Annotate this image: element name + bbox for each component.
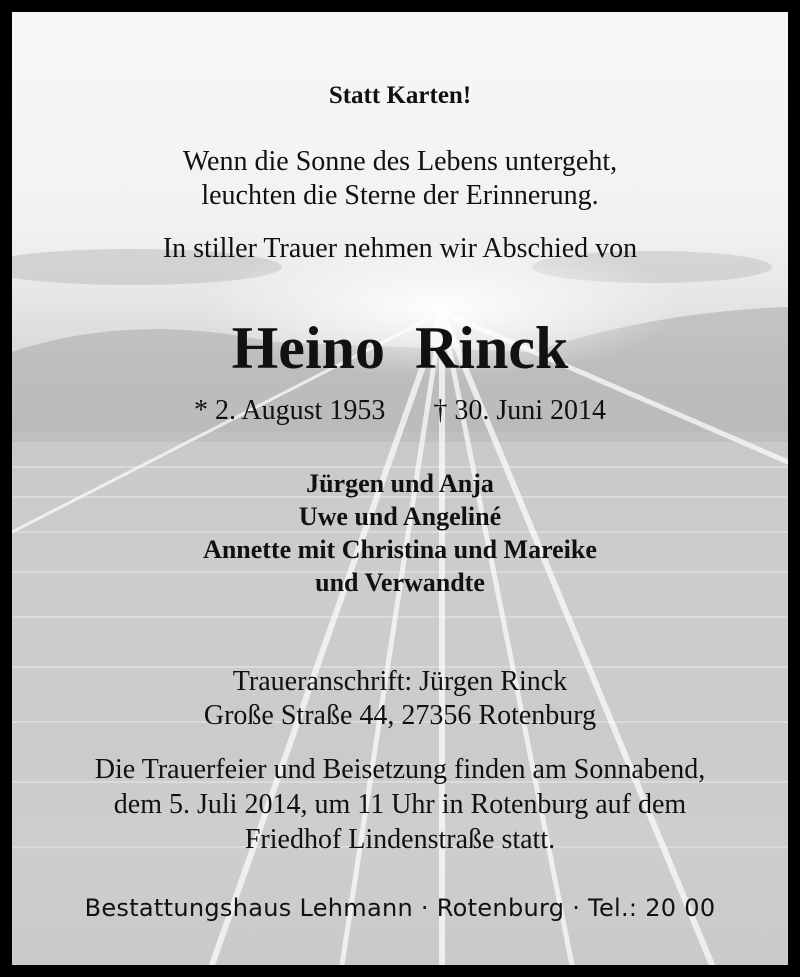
verse-line-2: leuchten die Sterne der Erinnerung. — [201, 180, 599, 211]
intro-text: In stiller Trauer nehmen wir Abschied von — [162, 233, 638, 264]
address-line-2: Große Straße 44, 27356 Rotenburg — [203, 700, 597, 731]
obituary-notice — [12, 12, 788, 965]
ceremony-line-3: Friedhof Lindenstraße statt. — [244, 824, 556, 855]
birth-date: 2. August 1953 — [214, 395, 386, 426]
funeral-home-footer: Bestattungshaus Lehmann · Rotenburg · Tel.: 20 00 — [84, 894, 716, 922]
verse-line-1: Wenn die Sonne des Lebens untergeht, — [182, 146, 618, 177]
mourner-line-1: Jürgen und Anja — [306, 469, 494, 498]
life-dates — [12, 395, 788, 427]
death-cross-icon: † — [433, 395, 448, 426]
mourner-line-3: Annette mit Christina und Mareike — [203, 535, 597, 564]
heading: Statt Karten! — [328, 82, 472, 109]
ceremony-line-2: dem 5. Juli 2014, um 11 Uhr in Rotenburg auf dem — [113, 789, 687, 820]
deceased-name: Heino Rinck — [231, 315, 569, 381]
address-line-1: Traueranschrift: Jürgen Rinck — [232, 666, 568, 697]
mourner-line-4: und Verwandte — [315, 568, 485, 597]
death-date: 30. Juni 2014 — [454, 395, 607, 426]
mourner-line-2: Uwe und Angeliné — [298, 502, 502, 531]
ceremony-line-1: Die Trauerfeier und Beisetzung finden am Sonnabend, — [94, 754, 706, 785]
birth-star-icon: * — [193, 395, 208, 426]
